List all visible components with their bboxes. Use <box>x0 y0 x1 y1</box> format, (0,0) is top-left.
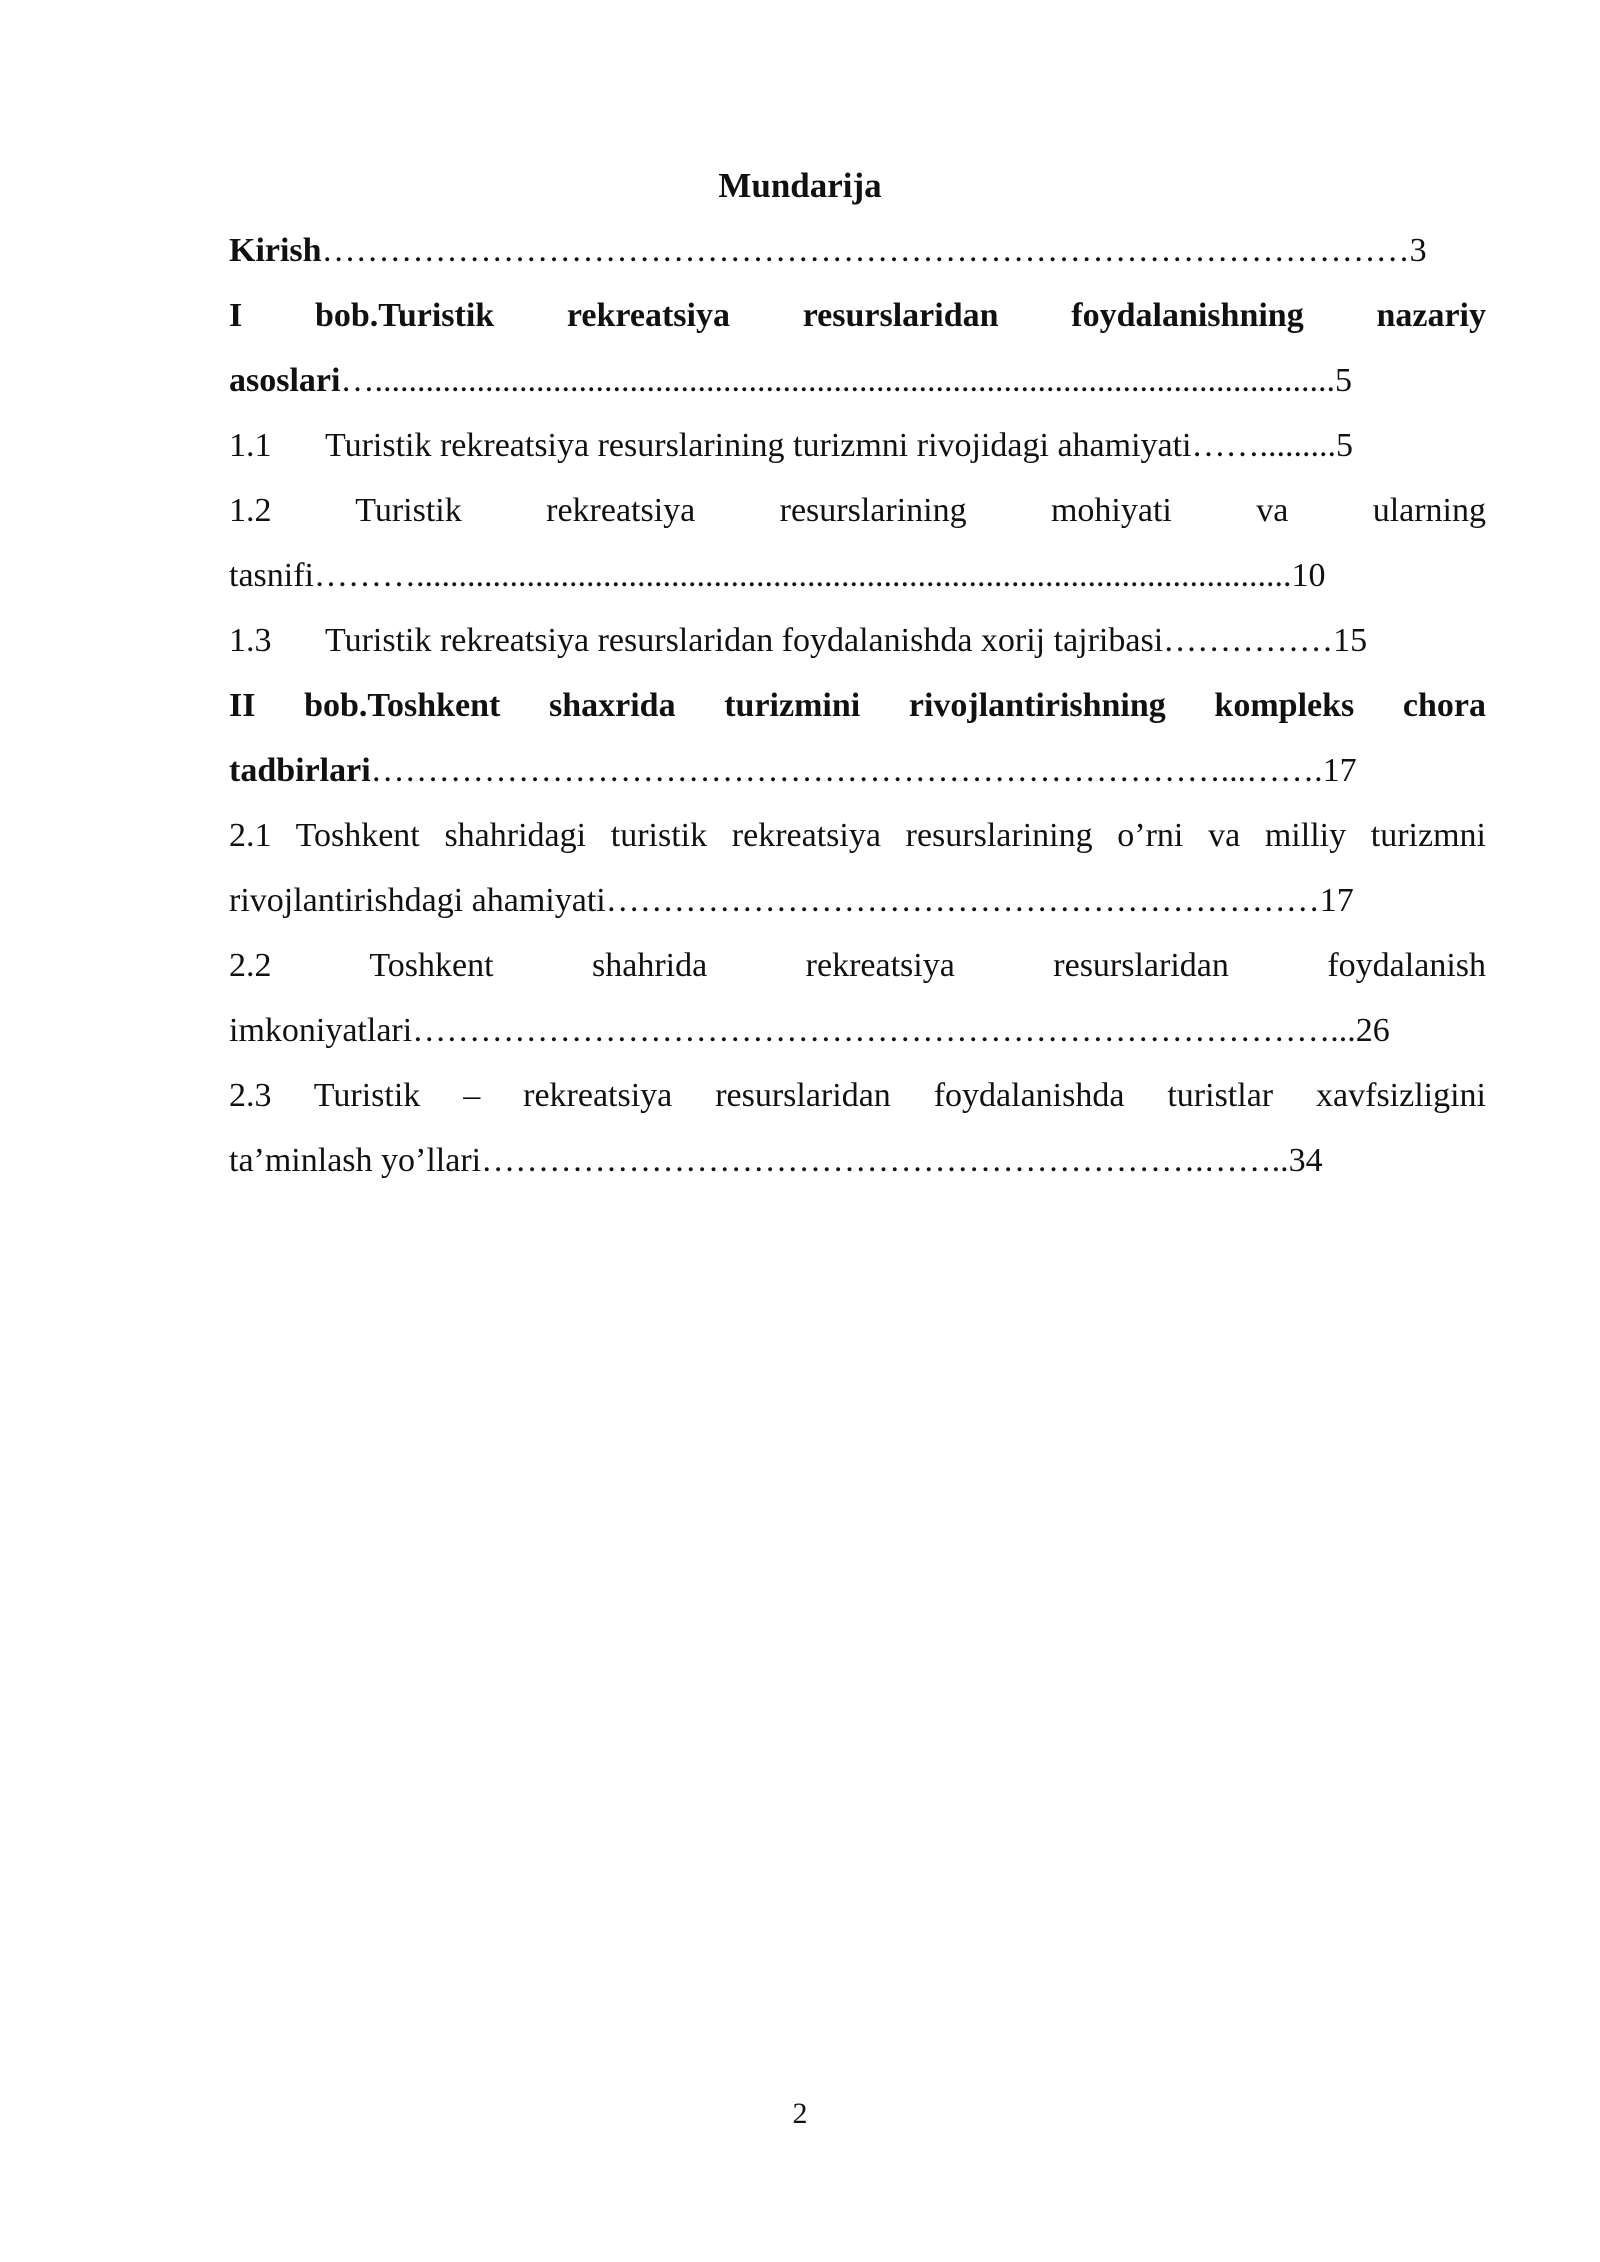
toc-chapter-2-line1[interactable]: II bob.Toshkent shaxrida turizmini rivojlantirishning kompleks chora <box>229 687 1486 724</box>
toc-entry-label: Kirish <box>229 232 322 269</box>
toc-dot-leader: …................................................................................................................. <box>340 362 1335 399</box>
toc-entry-label: tadbirlari <box>229 752 371 789</box>
toc-page-number: 5 <box>1336 427 1354 464</box>
toc-dot-leader: ……………………………………………………… <box>605 882 1320 919</box>
toc-section-2-2-line2[interactable] <box>229 998 1486 1063</box>
toc-chapter-2-line2[interactable] <box>229 738 1486 803</box>
table-of-contents <box>229 218 1486 1193</box>
toc-section-2-1-line1[interactable]: 2.1 Toshkent shahridagi turistik rekreatsiya resurslarining o’rni va milliy turizmni <box>229 817 1486 854</box>
toc-entry-label: ta’minlash yo’llari <box>229 1142 482 1179</box>
toc-section-1-1[interactable] <box>229 413 1486 478</box>
toc-section-2-3-line1[interactable]: 2.3 Turistik – rekreatsiya resurslaridan foydalanishda turistlar xavfsizligini <box>229 1077 1486 1114</box>
toc-page-number: 17 <box>1322 752 1357 789</box>
toc-dot-leader: …………… <box>1163 622 1334 659</box>
toc-entry-label: Turistik rekreatsiya resurslaridan foydalanishda xorij tajribasi <box>325 622 1164 659</box>
toc-chapter-1-line2[interactable] <box>229 348 1486 413</box>
toc-page-number: 17 <box>1319 882 1354 919</box>
toc-page-number: 15 <box>1333 622 1368 659</box>
toc-section-number: 1.3 <box>229 622 272 659</box>
toc-section-2-2-line1[interactable]: 2.2 Toshkent shahrida rekreatsiya resurslaridan foydalanish <box>229 947 1486 984</box>
toc-page-number: 34 <box>1288 1142 1323 1179</box>
toc-page-number: 10 <box>1291 557 1326 594</box>
toc-section-1-2-line1[interactable] <box>229 478 1486 543</box>
toc-entry-label: imkoniyatlari <box>229 1012 413 1049</box>
toc-section-1-2-line2[interactable] <box>229 543 1486 608</box>
toc-entry-label: rivojlantirishdagi ahamiyati <box>229 882 606 919</box>
toc-chapter-1-line1[interactable]: I bob.Turistik rekreatsiya resurslaridan foydalanishning nazariy <box>229 297 1486 334</box>
toc-dot-leader: …………………………………………………………………………………… <box>321 232 1410 269</box>
toc-section-number: 1.1 <box>229 427 272 464</box>
toc-entry-label: tasnifi <box>229 557 314 594</box>
toc-section-2-1-line2[interactable] <box>229 868 1486 933</box>
toc-section-number: 1.2 <box>229 492 272 529</box>
toc-dot-leader: ……………………………………………………….…….. <box>481 1142 1289 1179</box>
toc-dot-leader: ………....................................................................................................... <box>313 557 1292 594</box>
toc-entry-kirish[interactable] <box>229 218 1486 283</box>
toc-dot-leader: ……......... <box>1191 427 1337 464</box>
page-title: Mundarija <box>718 166 882 205</box>
page-number: 2 <box>792 2097 808 2130</box>
toc-dot-leader: ………………………………………………………………………... <box>412 1012 1356 1049</box>
toc-entry-label: asoslari <box>229 362 341 399</box>
toc-page-number: 26 <box>1355 1012 1390 1049</box>
toc-section-1-3[interactable] <box>229 608 1486 673</box>
toc-dot-leader: …………………………………………………………………...……. <box>370 752 1323 789</box>
toc-page-number: 3 <box>1409 232 1427 269</box>
toc-entry-label: Turistik rekreatsiya resurslarining mohiyati va ularning <box>355 492 1486 529</box>
toc-page-number: 5 <box>1334 362 1352 399</box>
toc-section-2-3-line2[interactable] <box>229 1128 1486 1193</box>
toc-entry-label: Turistik rekreatsiya resurslarining turizmni rivojidagi ahamiyati <box>325 427 1192 464</box>
